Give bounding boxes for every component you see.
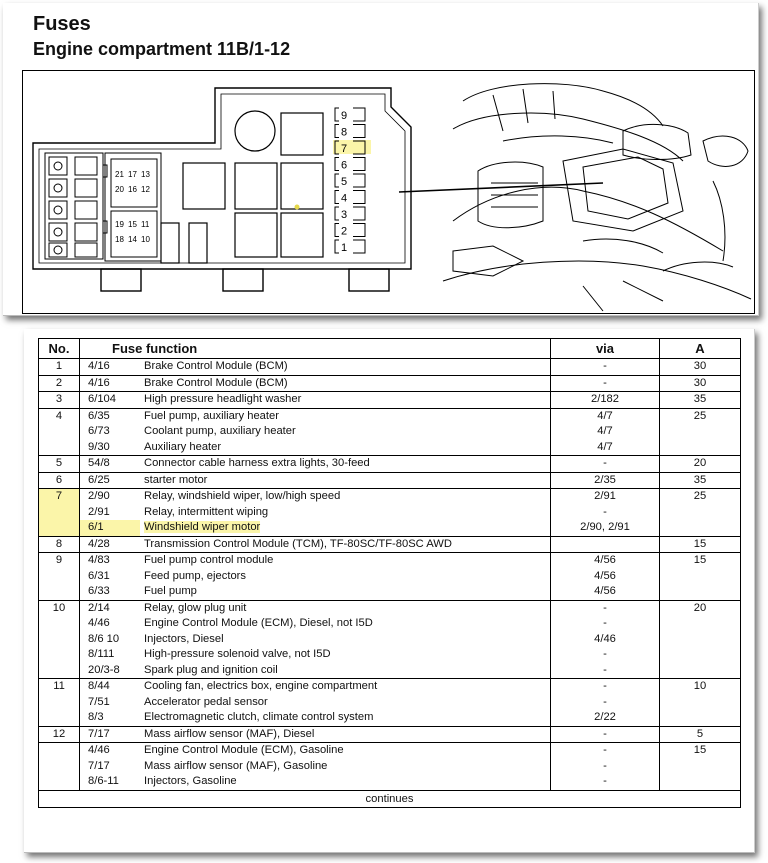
- function-description: Engine Control Module (ECM), Gasoline: [144, 744, 344, 756]
- amperage-cell: [660, 553, 741, 601]
- via-cell: [551, 600, 660, 679]
- location-marker: [295, 205, 300, 210]
- component-code-cell: [80, 359, 141, 376]
- continues-label: continues: [39, 790, 741, 807]
- component-code: 6/25: [88, 473, 110, 486]
- component-code-cell: [80, 489, 141, 537]
- amperage-cell: [660, 408, 741, 456]
- function-line: [144, 376, 546, 392]
- amperage-value: 20: [693, 457, 707, 469]
- function-line: [144, 774, 546, 790]
- function-description-cell: [140, 489, 551, 537]
- via-value: 4/46: [594, 632, 616, 645]
- via-cell: [551, 743, 660, 791]
- component-code: 20/3-8: [88, 663, 120, 676]
- component-code: 8/6 10: [88, 632, 120, 645]
- via-cell: [551, 472, 660, 489]
- function-description: Feed pump, ejectors: [144, 569, 246, 582]
- amperage-value: 30: [693, 360, 707, 372]
- fuse-number: [39, 743, 79, 759]
- fuse-bracket: [335, 191, 339, 204]
- component-code: 6/104: [88, 393, 116, 405]
- engine-bay-sketch: [433, 79, 751, 311]
- via-cell: [551, 456, 660, 473]
- page-title: Fuses: [33, 13, 91, 35]
- function-description: Injectors, Gasoline: [144, 775, 237, 787]
- component-code-cell: [80, 408, 141, 456]
- component-code-cell: [80, 375, 141, 392]
- function-line: [144, 679, 546, 695]
- amperage-value: 25: [693, 490, 707, 502]
- amperage-cell: [660, 392, 741, 409]
- function-description: Accelerator pedal sensor: [144, 695, 268, 708]
- fuse-bracket: [335, 224, 339, 237]
- function-line: [144, 710, 546, 726]
- component-code: 6/1: [80, 520, 140, 536]
- function-line: [144, 569, 546, 585]
- fuse-box-outline: [33, 88, 411, 291]
- col-header-amps: A: [660, 339, 741, 359]
- function-line: [144, 473, 546, 489]
- table-row: [39, 536, 741, 553]
- fuse-number: 5: [55, 457, 63, 469]
- via-value: -: [603, 360, 607, 372]
- function-line: [144, 584, 546, 600]
- via-value: 2/35: [594, 473, 616, 486]
- fuse-bracket: [335, 174, 339, 187]
- via-value: -: [603, 376, 607, 389]
- function-description-cell: [140, 743, 551, 791]
- function-description: Injectors, Diesel: [144, 632, 224, 645]
- fuse-number-cell: [39, 726, 80, 743]
- table-row: [39, 359, 741, 376]
- amperage-cell: [660, 359, 741, 376]
- component-code: 6/33: [88, 585, 110, 597]
- function-line: [144, 727, 546, 743]
- function-description: starter motor: [144, 473, 208, 486]
- page-subtitle: Engine compartment 11B/1-12: [33, 39, 291, 59]
- table-row: [39, 553, 741, 601]
- component-code: 4/28: [88, 537, 110, 550]
- fuse-slot: [353, 240, 365, 253]
- via-value: 2/182: [591, 393, 619, 405]
- function-description: Relay, windshield wiper, low/high speed: [144, 490, 341, 502]
- fuse-table-card: [24, 329, 755, 853]
- fuse-number-cell: [39, 408, 80, 456]
- amperage-cell: [660, 679, 741, 727]
- component-code-cell: [80, 679, 141, 727]
- fuse-number: 2: [55, 376, 63, 389]
- amperage-cell: [660, 743, 741, 791]
- function-description: Brake Control Module (BCM): [144, 376, 288, 389]
- via-value: -: [603, 601, 607, 614]
- via-cell: [551, 553, 660, 601]
- function-description: Mass airflow sensor (MAF), Gasoline: [144, 759, 328, 772]
- relay-number-label: 17: [128, 170, 137, 179]
- component-code: 7/17: [88, 759, 110, 772]
- fuse-bracket: [335, 207, 339, 220]
- function-description-cell: [140, 600, 551, 679]
- amperage-value: 15: [693, 554, 707, 566]
- fuse-bracket: [335, 125, 339, 138]
- fuse-box-drawing: [23, 71, 754, 313]
- component-code: 8/6-11: [88, 775, 119, 787]
- fuse-number: 7: [55, 490, 63, 502]
- col-header-via: via: [551, 339, 660, 359]
- amperage-value: 15: [693, 537, 707, 550]
- fuse-number-cell: [39, 743, 80, 791]
- fuse-number: 10: [52, 601, 66, 614]
- fuse-table: [38, 338, 741, 808]
- via-cell: [551, 536, 660, 553]
- via-value: -: [603, 617, 607, 629]
- fuse-bracket: [335, 240, 339, 253]
- fuse-slot: [353, 191, 365, 204]
- via-cell: [551, 489, 660, 537]
- table-row: [39, 743, 741, 791]
- via-value: -: [603, 744, 607, 756]
- function-description: Relay, intermittent wiping: [144, 505, 269, 518]
- function-description: Transmission Control Module (TCM), TF-80SC/TF-80SC AWD: [144, 537, 452, 550]
- component-code-cell: [80, 553, 141, 601]
- component-code-cell: [80, 472, 141, 489]
- component-code: 4/83: [88, 554, 110, 566]
- fuse-slot: [353, 224, 365, 237]
- via-cell: [551, 408, 660, 456]
- function-description-cell: [140, 456, 551, 473]
- function-description: Coolant pump, auxiliary heater: [144, 425, 296, 437]
- col-header-function: Fuse function: [80, 339, 551, 359]
- fuse-number-label: 7: [341, 143, 348, 155]
- fuse-number-label: 2: [341, 225, 348, 238]
- function-description: Fuel pump control module: [144, 554, 274, 566]
- component-code: 7/17: [88, 727, 110, 740]
- function-line: [144, 663, 546, 679]
- fuse-number-label: 5: [341, 176, 348, 188]
- function-line: [144, 489, 546, 505]
- function-line: [144, 424, 546, 440]
- function-line: [144, 505, 546, 521]
- amperage-cell: [660, 472, 741, 489]
- fuse-slot: [353, 207, 365, 220]
- component-code: 8/111: [88, 648, 115, 660]
- function-line: [144, 647, 546, 663]
- function-description: Connector cable harness extra lights, 30-feed: [144, 457, 370, 469]
- fuse-number: 3: [55, 393, 63, 405]
- diagram-card: [3, 3, 759, 316]
- function-line: [144, 759, 546, 775]
- via-value: 4/56: [594, 569, 616, 582]
- via-value: 2/90, 2/91: [580, 521, 630, 533]
- via-value: 2/91: [594, 490, 616, 502]
- component-code: 8/3: [88, 711, 104, 723]
- function-description-cell: [140, 375, 551, 392]
- via-value: 4/56: [594, 585, 616, 597]
- via-cell: [551, 375, 660, 392]
- component-code-cell: [80, 536, 141, 553]
- component-code: 2/90: [88, 490, 110, 502]
- amperage-cell: [660, 489, 741, 537]
- component-code-cell: [80, 726, 141, 743]
- function-line: [144, 520, 546, 536]
- fuse-number: 12: [52, 727, 66, 740]
- left-fuse-strip: [45, 153, 103, 259]
- via-value: -: [603, 759, 607, 772]
- table-row: [39, 375, 741, 392]
- relay-number-label: 18: [115, 235, 124, 244]
- component-code-cell: [80, 600, 141, 679]
- via-value: -: [603, 663, 607, 676]
- fuse-number-cell: [39, 553, 80, 601]
- via-value: -: [603, 695, 607, 708]
- table-row: [39, 472, 741, 489]
- component-code: 8/44: [88, 680, 110, 692]
- component-code: 4/16: [88, 360, 110, 372]
- function-line: [144, 440, 546, 456]
- amperage-value: 10: [693, 680, 707, 692]
- component-code: 6/35: [88, 409, 110, 422]
- fuse-number-cell: [39, 679, 80, 727]
- fuse-number-cell: [39, 375, 80, 392]
- function-line: [144, 553, 546, 569]
- fuse-number-label: 1: [341, 242, 348, 254]
- fuse-number: 1: [55, 360, 63, 372]
- function-description: Windshield wiper motor: [144, 521, 261, 533]
- fuse-number-cell: [39, 392, 80, 409]
- function-line: [144, 392, 546, 408]
- amperage-value: 5: [696, 727, 704, 740]
- function-description: High pressure headlight washer: [144, 393, 302, 405]
- function-description: Fuel pump: [144, 585, 197, 597]
- via-value: 2/22: [594, 711, 616, 723]
- table-row: [39, 679, 741, 727]
- fuse-number-cell: [39, 472, 80, 489]
- via-value: 4/56: [594, 554, 616, 566]
- amperage-cell: [660, 600, 741, 679]
- fuse-number-cell: [39, 456, 80, 473]
- col-header-no: No.: [39, 339, 80, 359]
- function-description: Cooling fan, electrics box, engine compartment: [144, 680, 378, 692]
- via-value: -: [603, 505, 607, 518]
- via-value: 4/7: [597, 440, 613, 453]
- fuse-number: 4: [55, 409, 63, 422]
- function-description-cell: [140, 726, 551, 743]
- component-code: 4/16: [88, 376, 110, 389]
- component-code-cell: [80, 743, 141, 791]
- fuse-slot: [353, 174, 365, 187]
- function-description-cell: [140, 679, 551, 727]
- via-value: 4/7: [597, 425, 613, 437]
- table-row: [39, 600, 741, 679]
- component-code: 4/46: [88, 617, 110, 629]
- amperage-cell: [660, 456, 741, 473]
- component-code: 6/73: [88, 425, 110, 437]
- fuse-number-column: [335, 108, 365, 254]
- table-row: [39, 392, 741, 409]
- fuse-number-label: 6: [341, 159, 348, 172]
- amperage-value: 25: [693, 409, 707, 422]
- function-line: [144, 537, 546, 553]
- relay-number-label: 20: [115, 185, 124, 194]
- table-row: [39, 726, 741, 743]
- function-description: Brake Control Module (BCM): [144, 360, 288, 372]
- fuse-bracket: [335, 108, 339, 121]
- relay-number-label: 15: [128, 220, 137, 229]
- fuse-number-cell: [39, 489, 80, 537]
- component-code: 2/14: [88, 601, 110, 614]
- function-description-cell: [140, 472, 551, 489]
- relay-number-label: 19: [115, 220, 124, 229]
- component-code: 54/8: [88, 457, 110, 469]
- function-description-cell: [140, 408, 551, 456]
- function-description-cell: [140, 536, 551, 553]
- fuse-number-cell: [39, 359, 80, 376]
- relay-number-label: 16: [128, 185, 137, 194]
- via-value: -: [603, 648, 607, 660]
- function-line: [144, 616, 546, 632]
- pointer-line: [399, 183, 603, 192]
- amperage-value: 20: [693, 601, 707, 614]
- amperage-value: 35: [693, 473, 707, 486]
- via-value: -: [603, 680, 607, 692]
- relay-number-label: 14: [128, 235, 137, 244]
- amperage-cell: [660, 726, 741, 743]
- fuse-number: 8: [55, 537, 63, 550]
- fuse-box-diagram: [22, 70, 755, 314]
- function-description: Mass airflow sensor (MAF), Diesel: [144, 727, 315, 740]
- component-code: 2/91: [88, 505, 110, 518]
- function-line: [144, 743, 546, 759]
- function-line: [144, 456, 546, 472]
- table-row: [39, 408, 741, 456]
- amperage-cell: [660, 375, 741, 392]
- function-description-cell: [140, 392, 551, 409]
- component-code-cell: [80, 456, 141, 473]
- relay-number-label: 11: [141, 220, 150, 229]
- component-code: 7/51: [88, 695, 110, 708]
- fuse-slot: [353, 108, 365, 121]
- via-cell: [551, 726, 660, 743]
- fuse-number-label: 8: [341, 126, 348, 139]
- via-cell: [551, 679, 660, 727]
- fuse-table-body: [39, 359, 741, 791]
- relays: [161, 111, 323, 263]
- fuse-slot: [353, 158, 365, 171]
- table-row: [39, 456, 741, 473]
- function-description-cell: [140, 553, 551, 601]
- fuse-number-label: 3: [341, 209, 348, 221]
- function-description: Spark plug and ignition coil: [144, 663, 278, 676]
- fuse-number-cell: [39, 600, 80, 679]
- via-value: [555, 537, 655, 553]
- amperage-value: 30: [693, 376, 707, 389]
- amperage-value: 15: [693, 744, 707, 756]
- component-code: 6/31: [88, 569, 110, 582]
- function-line: [144, 601, 546, 617]
- function-description: Fuel pump, auxiliary heater: [144, 409, 279, 422]
- via-value: -: [603, 727, 607, 740]
- function-description-cell: [140, 359, 551, 376]
- function-description: Relay, glow plug unit: [144, 601, 247, 614]
- function-description: Engine Control Module (ECM), Diesel, not I5D: [144, 617, 373, 629]
- amperage-value: 35: [693, 393, 707, 405]
- function-description: Electromagnetic clutch, climate control system: [144, 711, 374, 723]
- relay-number-label: 21: [115, 170, 124, 179]
- via-value: -: [603, 775, 607, 787]
- function-line: [144, 359, 546, 375]
- fuse-number: 9: [55, 554, 63, 566]
- function-line: [144, 632, 546, 648]
- component-code-cell: [80, 392, 141, 409]
- fuse-number-label: 4: [341, 192, 348, 205]
- function-line: [144, 695, 546, 711]
- via-cell: [551, 392, 660, 409]
- fuse-slot: [353, 125, 365, 138]
- function-line: [144, 409, 546, 425]
- relay-number-label: 12: [141, 185, 150, 194]
- amperage-cell: [660, 536, 741, 553]
- component-code: 9/30: [88, 440, 110, 453]
- table-row: [39, 489, 741, 537]
- component-code: 4/46: [88, 744, 110, 756]
- fuse-number: 11: [53, 680, 65, 692]
- relay-number-label: 13: [141, 170, 150, 179]
- fuse-number: 6: [55, 473, 63, 486]
- relay-number-label: 10: [141, 235, 150, 244]
- function-description: Auxiliary heater: [144, 440, 222, 453]
- via-cell: [551, 359, 660, 376]
- fuse-bracket: [335, 158, 339, 171]
- fuse-number-label: 9: [341, 110, 348, 122]
- function-description: High-pressure solenoid valve, not I5D: [144, 648, 331, 660]
- via-value: -: [603, 457, 607, 469]
- fuse-number-cell: [39, 536, 80, 553]
- via-value: 4/7: [597, 409, 613, 422]
